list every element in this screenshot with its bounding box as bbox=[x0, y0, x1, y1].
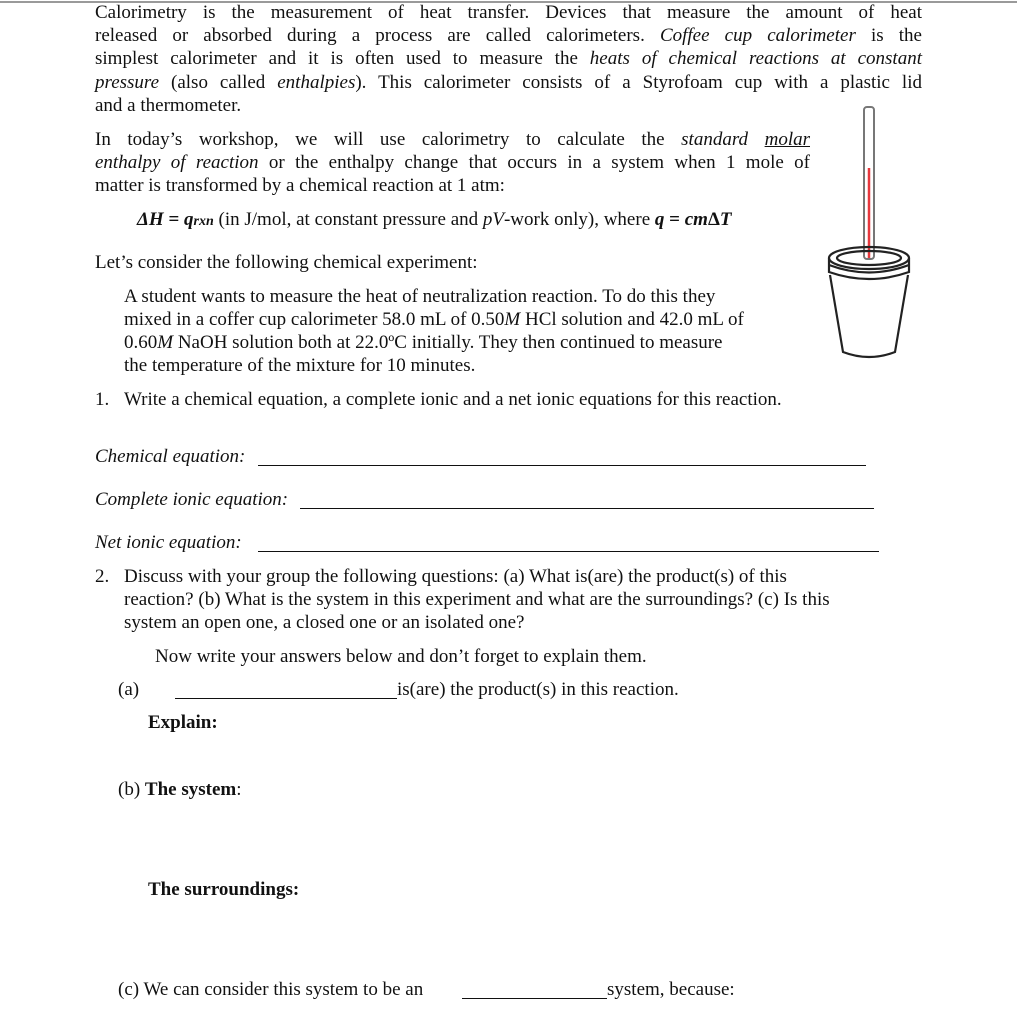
text-segment: Write a chemical equation, a complete ionic and a net ionic equations for this reaction. bbox=[124, 389, 782, 410]
write-answers bbox=[155, 646, 647, 668]
text-segment: The surroundings: bbox=[148, 879, 300, 900]
text-segment: A student wants to measure the heat of neutralization reaction. To do this they bbox=[124, 286, 716, 307]
text-segment: T bbox=[719, 209, 732, 230]
surroundings-label bbox=[148, 879, 299, 901]
text-segment: the temperature of the mixture for 10 minutes. bbox=[124, 355, 476, 376]
text-segment: Calorimetry is the measurement of heat transfer. Devices that measure the amount of heat bbox=[95, 2, 922, 23]
net-ionic-label bbox=[95, 532, 242, 554]
text-segment: molar bbox=[764, 129, 810, 150]
styrofoam-cup-icon bbox=[829, 247, 909, 357]
text-segment: (a) bbox=[118, 679, 140, 700]
text-segment: reaction? (b) What is the system in this experiment and what are the surroundings? (c) Is this bbox=[124, 589, 830, 610]
answer-a-suffix bbox=[397, 679, 679, 701]
text-segment: : bbox=[236, 779, 242, 800]
experiment-line-3 bbox=[124, 332, 723, 354]
text-segment: enthalpies bbox=[277, 72, 356, 93]
intro-line-3 bbox=[95, 48, 922, 70]
text-segment: is(are) the product(s) in this reaction. bbox=[397, 679, 679, 700]
text-segment: and a thermometer. bbox=[95, 95, 242, 116]
text-segment: 1. bbox=[95, 389, 110, 410]
text-segment: ). This calorimeter consists of a Styrofoam cup with a plastic lid bbox=[355, 72, 922, 93]
workshop-line-3 bbox=[95, 175, 505, 197]
text-segment: Explain: bbox=[148, 712, 218, 733]
intro-line-2 bbox=[95, 25, 922, 47]
explain-label bbox=[148, 712, 218, 734]
complete-ionic-blank[interactable] bbox=[300, 508, 874, 509]
text-segment: matter is transformed by a chemical reaction at 1 atm: bbox=[95, 175, 505, 196]
answer-c-label bbox=[118, 979, 423, 1001]
text-segment: is the bbox=[855, 25, 922, 46]
text-segment: = bbox=[163, 209, 185, 230]
text-segment: Discuss with your group the following questions: (a) What is(are) the product(s) of this bbox=[124, 566, 787, 587]
q1-text bbox=[124, 389, 782, 411]
text-segment: NaOH solution both at 22.0ºC initially. They then continued to measure bbox=[173, 332, 723, 353]
answer-a-blank[interactable] bbox=[175, 698, 397, 699]
intro-line-5 bbox=[95, 95, 241, 117]
answer-c-suffix bbox=[607, 979, 735, 1001]
thermometer-icon bbox=[864, 107, 874, 259]
text-segment: Complete ionic equation: bbox=[95, 489, 289, 510]
text-segment: q bbox=[184, 209, 194, 230]
formula bbox=[137, 209, 731, 231]
experiment-line-4 bbox=[124, 355, 475, 377]
text-segment: released or absorbed during a process are called calorimeters. bbox=[95, 25, 660, 46]
text-segment: -work only), where bbox=[503, 209, 655, 230]
workshop-line-1 bbox=[95, 129, 810, 151]
q2-number bbox=[95, 566, 109, 588]
text-segment: The system bbox=[144, 779, 237, 800]
text-segment: simplest calorimeter and it is often used to measure the bbox=[95, 48, 590, 69]
text-segment: q bbox=[654, 209, 665, 230]
text-segment: Now write your answers below and don’t forget to explain them. bbox=[155, 646, 647, 667]
text-segment: In today’s workshop, we will use calorimetry to calculate the bbox=[95, 129, 682, 150]
text-segment: M bbox=[157, 332, 174, 353]
text-segment: system, because: bbox=[607, 979, 735, 1000]
text-segment: HCl solution and 42.0 mL of bbox=[520, 309, 744, 330]
workshop-line-2 bbox=[95, 152, 810, 174]
chemical-equation-blank[interactable] bbox=[258, 465, 866, 466]
text-segment: Coffee cup calorimeter bbox=[659, 25, 856, 46]
coffee-cup-calorimeter-illustration bbox=[815, 100, 925, 380]
text-segment: Chemical equation: bbox=[95, 446, 246, 467]
text-segment: (in J/mol, at constant pressure and bbox=[213, 209, 483, 230]
experiment-line-2 bbox=[124, 309, 744, 331]
text-segment: Δ bbox=[707, 209, 720, 230]
net-ionic-blank[interactable] bbox=[258, 551, 879, 552]
text-segment: ΔH bbox=[137, 209, 164, 230]
text-segment: (c) We can consider this system to be an bbox=[118, 979, 424, 1000]
text-segment: (also called bbox=[159, 72, 278, 93]
text-segment: = bbox=[664, 209, 685, 230]
q2-line-3 bbox=[124, 612, 524, 634]
text-segment: 2. bbox=[95, 566, 110, 587]
text-segment: Net ionic equation: bbox=[95, 532, 242, 553]
text-segment: pressure bbox=[95, 72, 160, 93]
text-segment: or the enthalpy change that occurs in a system when 1 mole of bbox=[258, 152, 810, 173]
q1-number bbox=[95, 389, 109, 411]
intro-line-1 bbox=[95, 2, 922, 24]
text-segment: M bbox=[504, 309, 521, 330]
answer-b-label bbox=[118, 779, 242, 801]
text-segment: rxn bbox=[193, 214, 214, 229]
answer-c-blank[interactable] bbox=[462, 998, 607, 999]
text-segment: 0.60 bbox=[124, 332, 158, 353]
text-segment: enthalpy of reaction bbox=[95, 152, 259, 173]
text-segment: system an open one, a closed one or an isolated one? bbox=[124, 612, 525, 633]
text-segment: pV bbox=[482, 209, 504, 230]
text-segment: standard bbox=[681, 129, 765, 150]
q2-line-2 bbox=[124, 589, 830, 611]
text-segment: cm bbox=[684, 209, 708, 230]
consider bbox=[95, 252, 478, 274]
text-segment: Let’s consider the following chemical experiment: bbox=[95, 252, 478, 273]
intro-line-4 bbox=[95, 72, 922, 94]
answer-a-label bbox=[118, 679, 139, 701]
q2-line-1 bbox=[124, 566, 787, 588]
text-segment: mixed in a coffer cup calorimeter 58.0 mL of 0.50 bbox=[124, 309, 505, 330]
text-segment: heats of chemical reactions at constant bbox=[589, 48, 922, 69]
text-segment: (b) bbox=[118, 779, 145, 800]
complete-ionic-label bbox=[95, 489, 288, 511]
chemical-equation-label bbox=[95, 446, 245, 468]
experiment-line-1 bbox=[124, 286, 715, 308]
